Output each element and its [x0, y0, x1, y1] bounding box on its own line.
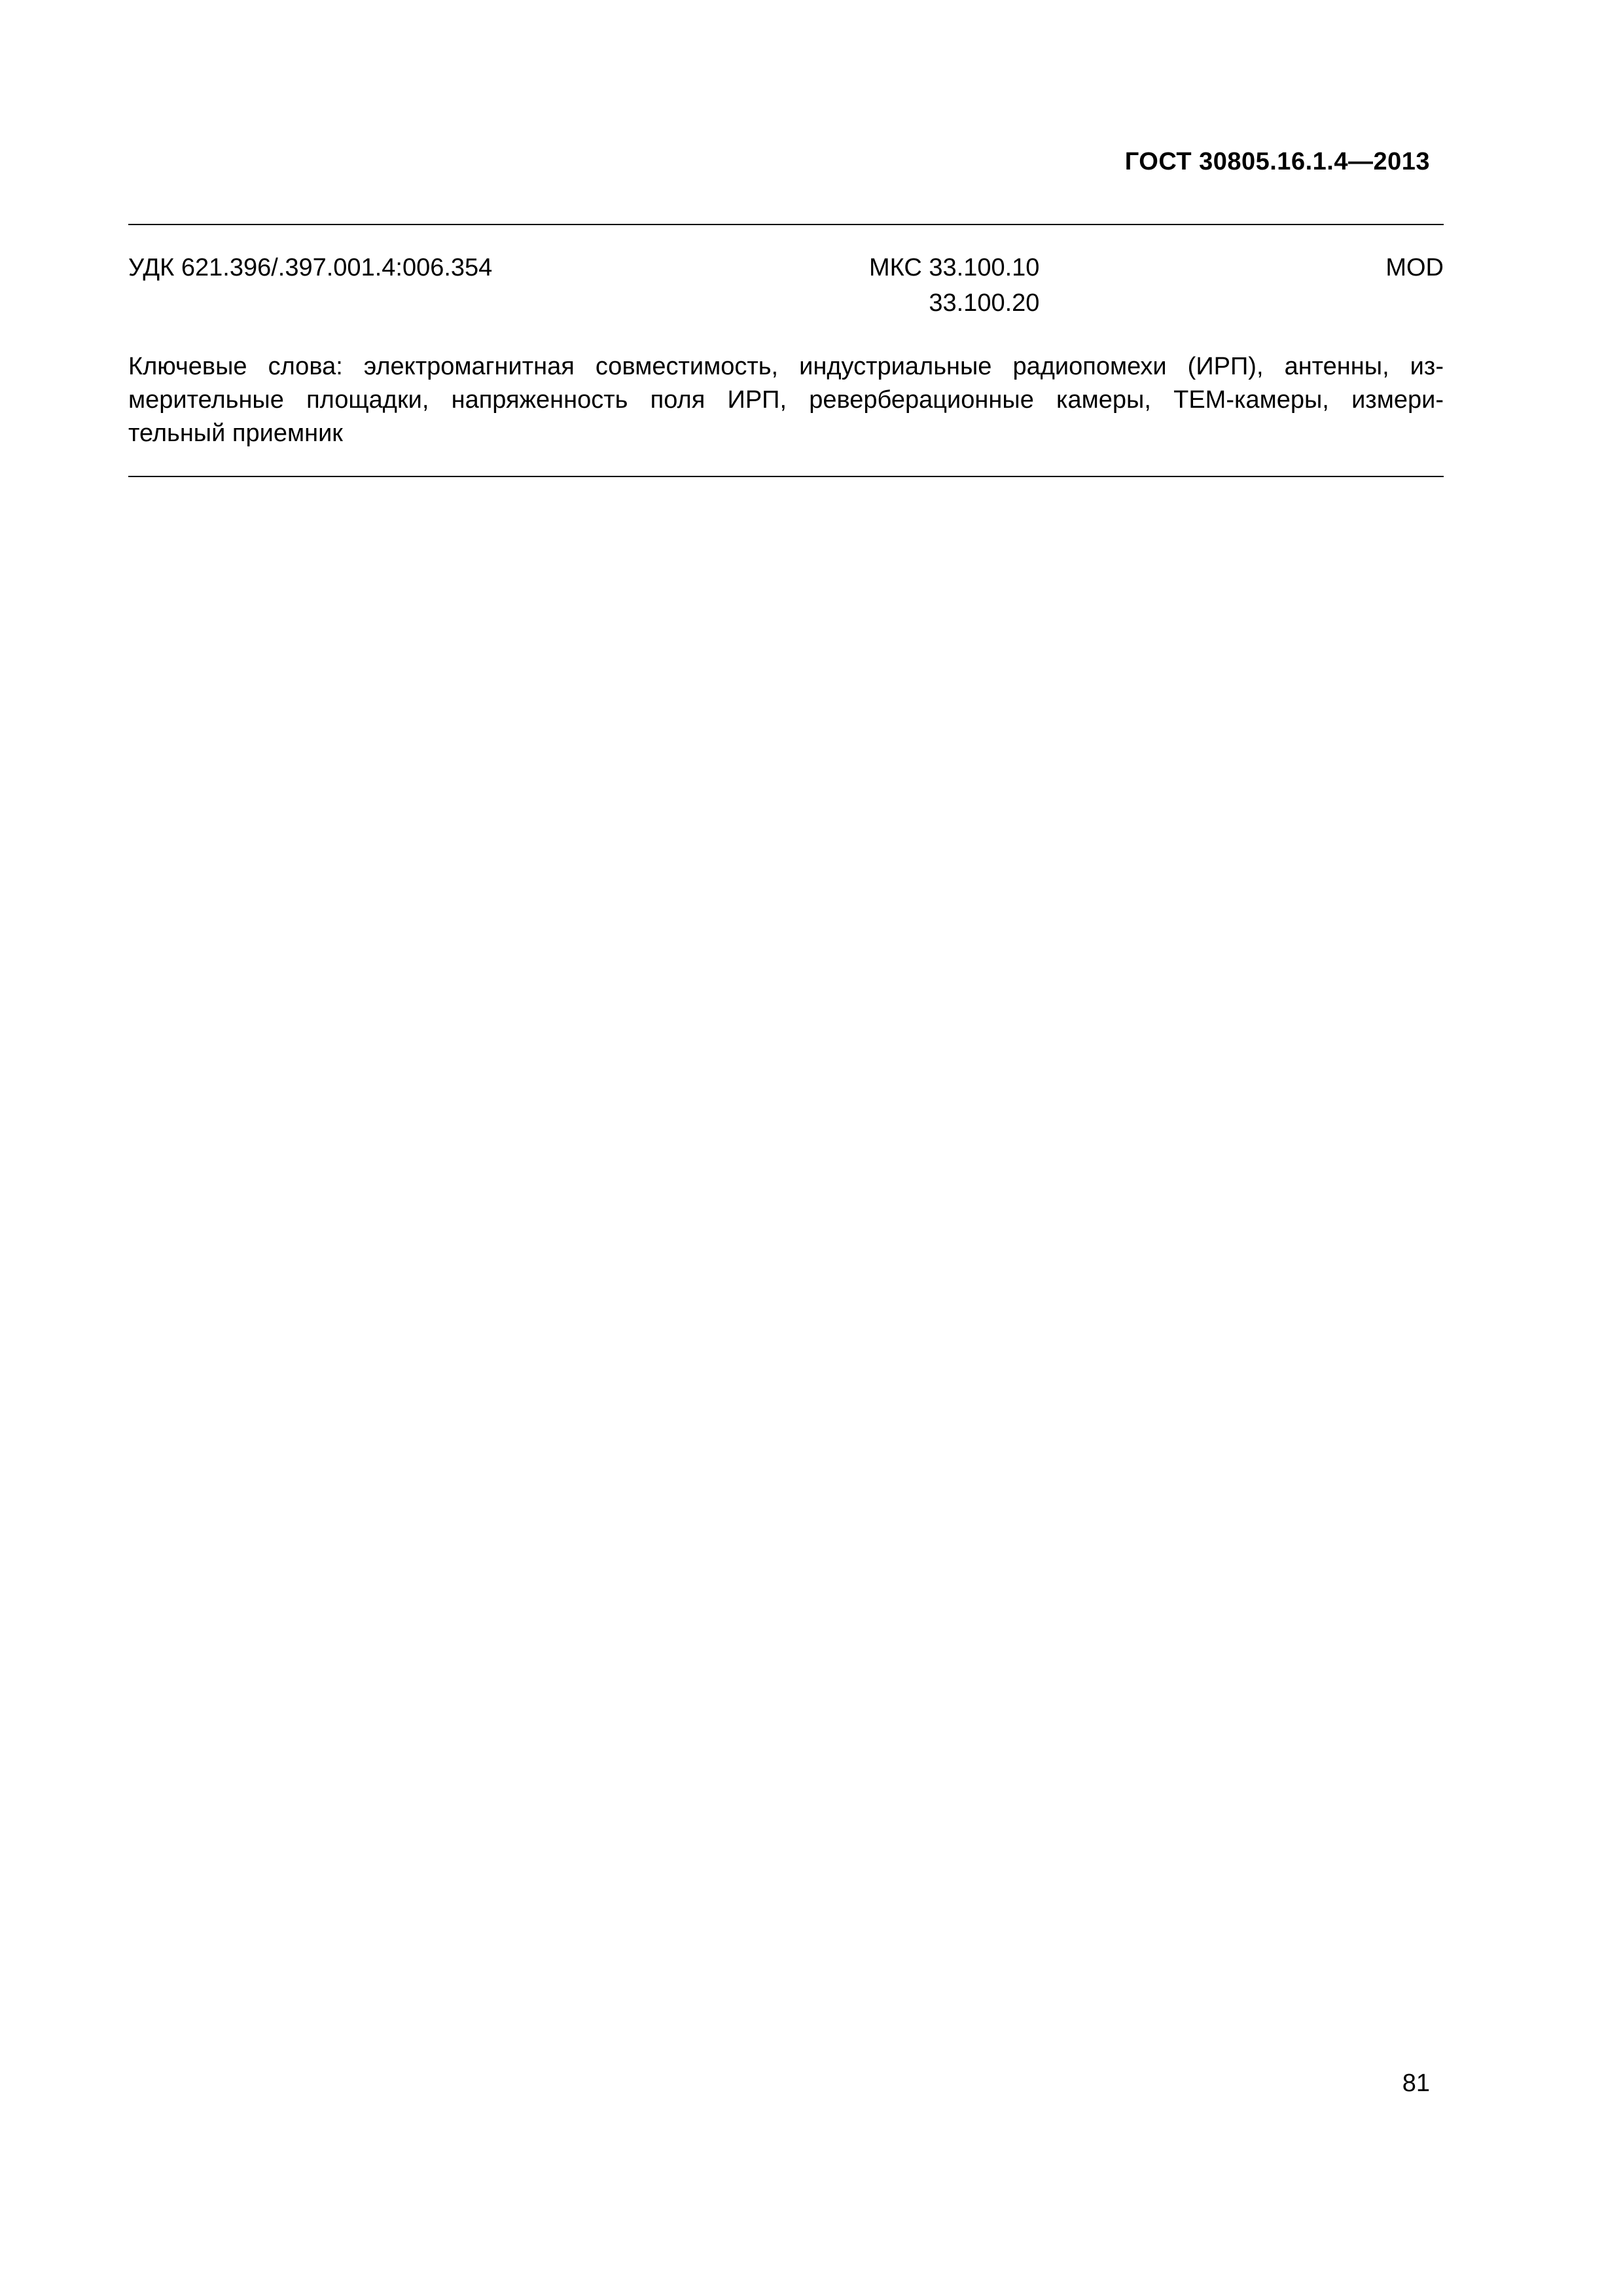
mks-codes [869, 250, 1039, 321]
page-number: 81 [1402, 2070, 1430, 2097]
top-divider [128, 224, 1444, 225]
mks-code-line: МКС 33.100.10 [869, 254, 1040, 281]
modification-marker: MOD [1385, 254, 1444, 281]
classification-row [128, 250, 1444, 322]
document-code: ГОСТ 30805.16.1.4—2013 [1124, 148, 1430, 175]
mks-code-line: 33.100.20 [929, 289, 1040, 317]
keywords-line: мерительные площадки, напряженность поля ИРП, реверберационные камеры, ТЕМ-камеры, измери- [128, 386, 1444, 414]
bottom-divider [128, 476, 1444, 477]
keywords-line: Ключевые слова: электромагнитная совместимость, индустриальные радиопомехи (ИРП), антенны, из- [128, 353, 1444, 380]
keywords-line: тельный приемник [128, 420, 343, 447]
keywords-paragraph [128, 350, 1444, 450]
udk-code: УДК 621.396/.397.001.4:006.354 [128, 254, 493, 281]
